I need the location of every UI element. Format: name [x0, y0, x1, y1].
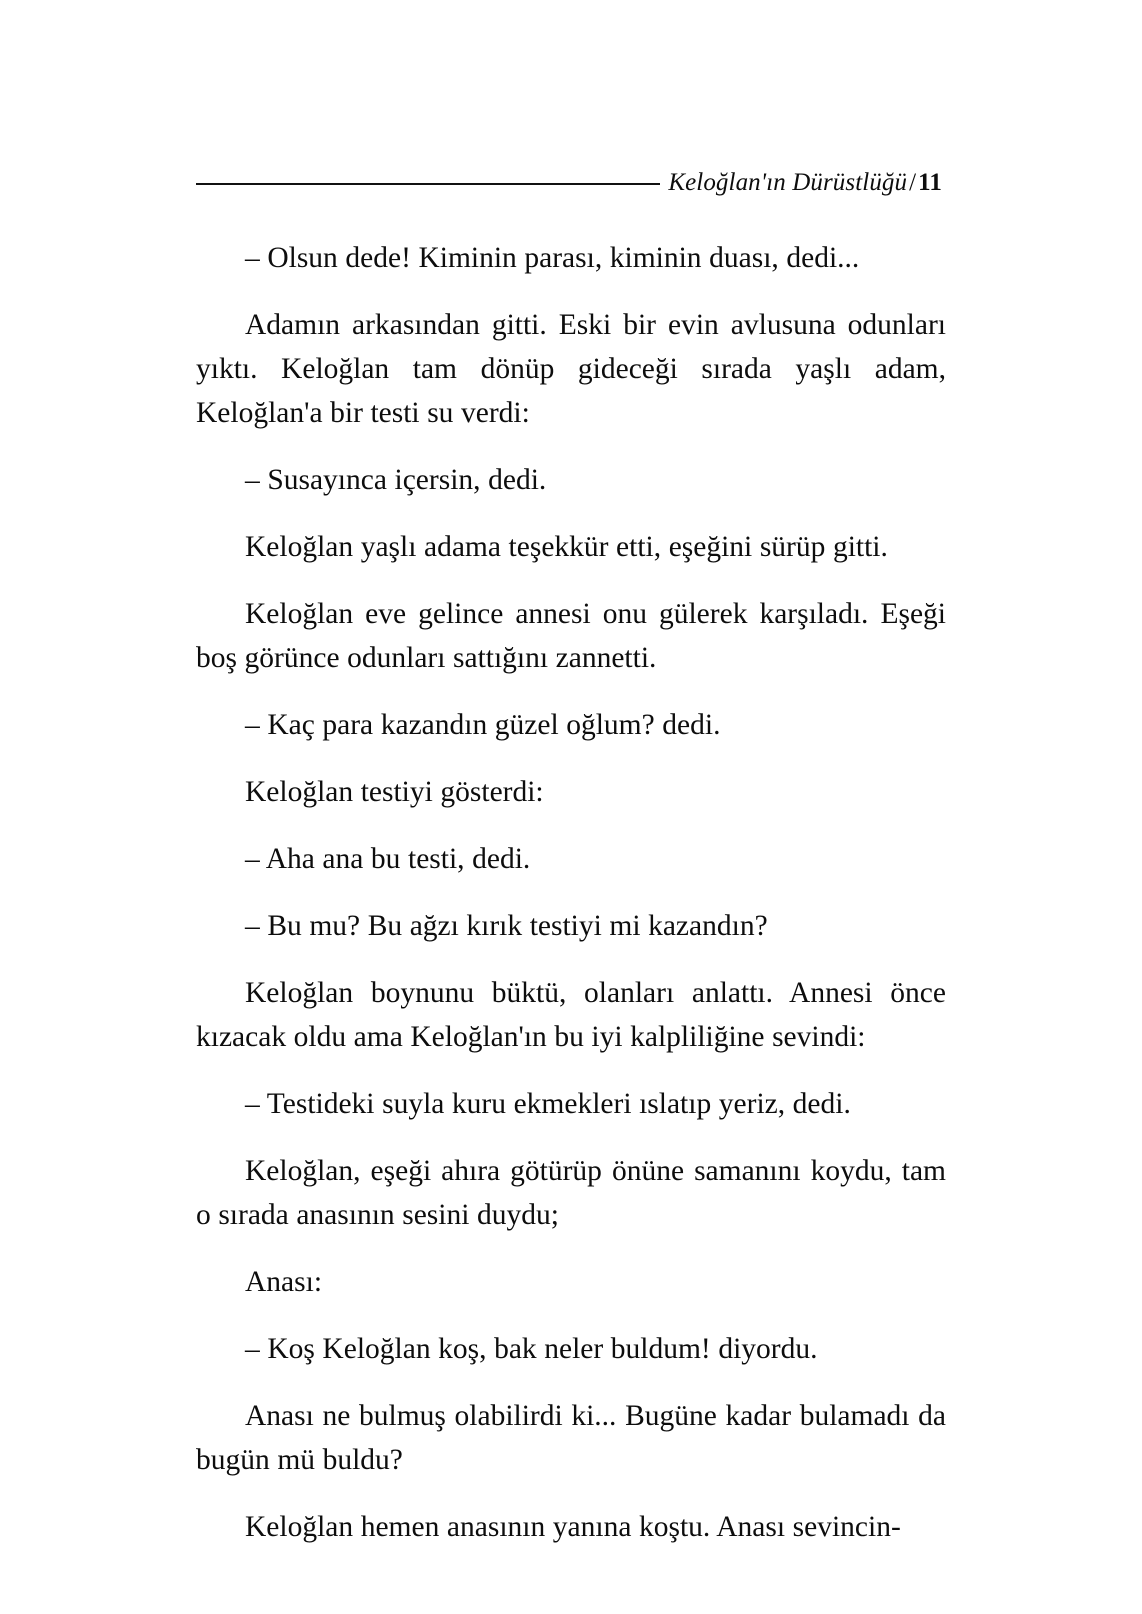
paragraph: Anası ne bulmuş olabilirdi ki... Bugüne kadar bulamadı da bugün mü buldu? — [196, 1400, 946, 1476]
paragraph: Keloğlan eve gelince annesi onu gülerek karşıladı. Eşeği boş görünce odunları sattığını zannetti. — [196, 598, 946, 674]
paragraph: Keloğlan testiyi gösterdi: — [245, 776, 544, 808]
paragraph: – Susayınca içersin, dedi. — [245, 464, 547, 496]
paragraph: Anası: — [245, 1266, 323, 1298]
paragraph: – Koş Keloğlan koş, bak neler buldum! diyordu. — [245, 1333, 818, 1365]
paragraph: Keloğlan hemen anasının yanına koştu. Anası sevincin- — [245, 1511, 901, 1543]
paragraph: Adamın arkasından gitti. Eski bir evin avlusuna odunları yıktı. Keloğlan tam dönüp gideceği sırada yaşlı adam, Keloğlan'a bir testi su verdi: — [196, 309, 946, 429]
running-head-separator: / — [909, 168, 917, 196]
paragraph: Keloğlan, eşeği ahıra götürüp önüne samanını koydu, tam o sırada anasının sesini duydu; — [196, 1155, 946, 1231]
running-head-text — [668, 170, 942, 195]
paragraph: – Testideki suyla kuru ekmekleri ıslatıp yeriz, dedi. — [245, 1088, 851, 1120]
paragraph: Keloğlan boynunu büktü, olanları anlattı. Annesi önce kızacak oldu ama Keloğlan'ın bu iyi kalpliliğine sevindi: — [196, 977, 946, 1053]
running-head — [196, 164, 942, 200]
running-head-rule — [196, 183, 660, 185]
paragraph: Keloğlan yaşlı adama teşekkür etti, eşeğini sürüp gitti. — [245, 531, 888, 563]
body-text — [196, 236, 946, 1549]
paragraph: – Bu mu? Bu ağzı kırık testiyi mi kazandın? — [245, 910, 768, 942]
page-number: 11 — [918, 168, 942, 196]
paragraph: – Kaç para kazandın güzel oğlum? dedi. — [245, 709, 721, 741]
paragraph: – Aha ana bu testi, dedi. — [245, 843, 531, 875]
paragraph: – Olsun dede! Kiminin parası, kiminin duası, dedi... — [245, 242, 860, 274]
chapter-title: Keloğlan'ın Dürüstlüğü — [668, 168, 908, 196]
